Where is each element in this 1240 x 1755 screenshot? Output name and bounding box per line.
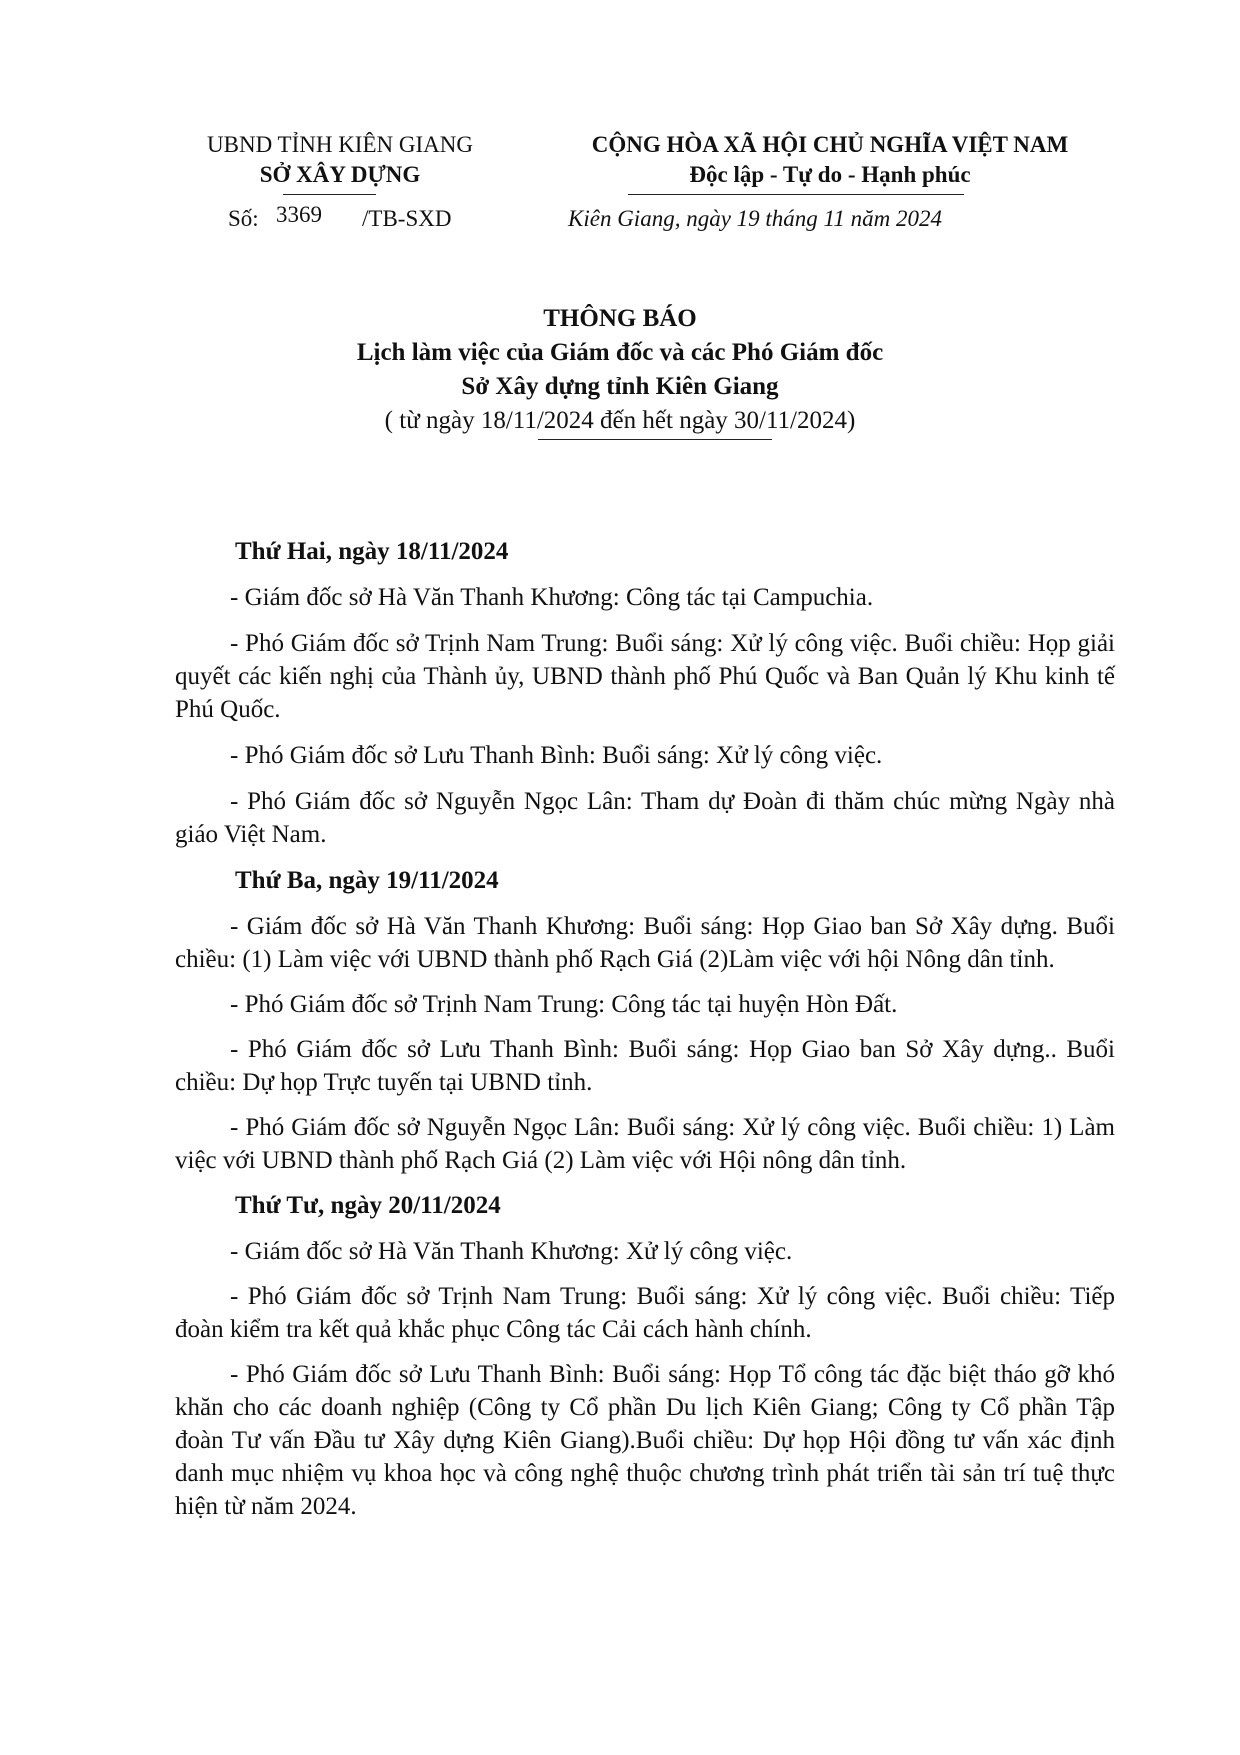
document-number-label: Số:: [228, 206, 259, 231]
schedule-item: - Phó Giám đốc sở Lưu Thanh Bình: Buổi sáng: Xử lý công việc.: [230, 742, 883, 769]
day-section: [175, 1189, 1115, 1523]
day-heading: Thứ Ba, ngày 19/11/2024: [235, 867, 499, 894]
issuing-authority: UBND TỈNH KIÊN GIANG: [207, 132, 473, 157]
document-subject: Lịch làm việc của Giám đốc và các Phó Giám đốc: [356, 339, 884, 366]
day-section: [175, 535, 1115, 851]
schedule-item: - Phó Giám đốc sở Lưu Thanh Bình: Buổi sáng: Họp Giao ban Sở Xây dựng.. Buổi chiều: Dự họp Trực tuyến tại UBND tỉnh.: [175, 1036, 1115, 1096]
schedule-item: - Giám đốc sở Hà Văn Thanh Khương: Xử lý công việc.: [230, 1238, 793, 1265]
schedule-item: - Phó Giám đốc sở Nguyễn Ngọc Lân: Buổi sáng: Xử lý công việc. Buổi chiều: 1) Làm việc với UBND thành phố Rạch Giá (2) Làm việc với Hội nông dân tỉnh.: [175, 1114, 1115, 1174]
schedule-item: - Phó Giám đốc sở Trịnh Nam Trung: Công tác tại huyện Hòn Đất.: [230, 991, 898, 1018]
document-organization: Sở Xây dựng tỉnh Kiên Giang: [461, 373, 779, 400]
schedule-item: - Phó Giám đốc sở Trịnh Nam Trung: Buổi sáng: Xử lý công việc. Buổi chiều: Tiếp đoàn kiểm tra kết quả khắc phục Công tác Cải cách hành chính.: [175, 1283, 1115, 1343]
document-number-suffix: /TB-SXD: [362, 206, 452, 231]
issuing-department: SỞ XÂY DỰNG: [259, 162, 421, 187]
national-motto: Độc lập - Tự do - Hạnh phúc: [689, 162, 971, 187]
document-type: THÔNG BÁO: [543, 305, 697, 332]
title-underline: [538, 439, 772, 440]
schedule-item: - Giám đốc sở Hà Văn Thanh Khương: Buổi sáng: Họp Giao ban Sở Xây dựng. Buổi chiều: (1) Làm việc với UBND thành phố Rạch Giá (2)Làm việc với hội Nông dân tỉnh.: [175, 913, 1115, 973]
schedule-body: [175, 535, 1115, 1535]
day-heading: Thứ Tư, ngày 20/11/2024: [235, 1192, 501, 1219]
schedule-item: - Giám đốc sở Hà Văn Thanh Khương: Công tác tại Campuchia.: [230, 584, 874, 611]
document-number: 3369: [276, 202, 322, 227]
document-title-block: [0, 302, 1240, 438]
schedule-item: - Phó Giám đốc sở Trịnh Nam Trung: Buổi sáng: Xử lý công việc. Buổi chiều: Họp giải quyết các kiến nghị của Thành ủy, UBND thành phố Phú Quốc và Ban Quản lý Khu kinh tế Phú Quốc.: [175, 630, 1115, 723]
national-title: CỘNG HÒA XÃ HỘI CHỦ NGHĨA VIỆT NAM: [591, 132, 1069, 157]
schedule-item: - Phó Giám đốc sở Lưu Thanh Bình: Buổi sáng: Họp Tổ công tác đặc biệt tháo gỡ khó khăn cho các doanh nghiệp (Công ty Cổ phần Du lịch Kiên Giang; Công ty Cổ phần Tập đoàn Tư vấn Đầu tư Xây dựng Kiên Giang).Buổi chiều: Dự họp Hội đồng tư vấn xác định danh mục nhiệm vụ khoa học và công nghệ thuộc chương trình phát triển tài sản trí tuệ thực hiện từ năm 2024.: [175, 1361, 1115, 1520]
place-and-date: Kiên Giang, ngày 19 tháng 11 năm 2024: [568, 206, 942, 231]
schedule-item: - Phó Giám đốc sở Nguyễn Ngọc Lân: Tham dự Đoàn đi thăm chúc mừng Ngày nhà giáo Việt Nam.: [175, 788, 1115, 848]
department-underline: [283, 194, 376, 195]
day-section: [175, 864, 1115, 1177]
document-period: ( từ ngày 18/11/2024 đến hết ngày 30/11/2024): [384, 407, 856, 434]
motto-underline: [628, 194, 964, 195]
day-heading: Thứ Hai, ngày 18/11/2024: [235, 538, 509, 565]
